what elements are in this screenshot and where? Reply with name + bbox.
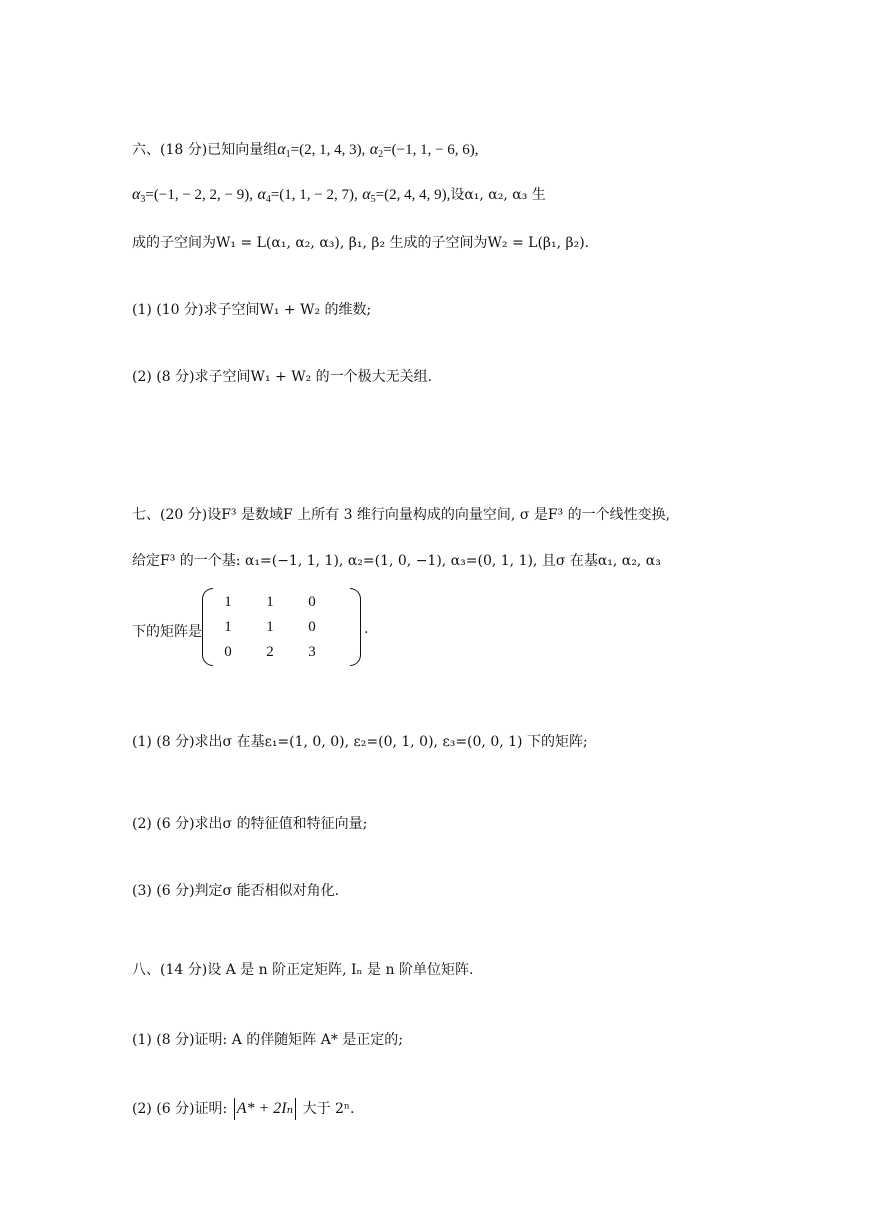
alpha2-symbol: $\alpha_2$: [369, 141, 384, 160]
abs-right-bar: [295, 1098, 296, 1120]
matrix-cell: 1: [224, 594, 232, 610]
q7-part-1: (1) (8 分)求出σ 在基ε₁=(1, 0, 0), ε₂=(0, 1, 0), ε₃=(0, 0, 1) 下的矩阵;: [132, 734, 588, 750]
matrix-period: .: [364, 621, 369, 637]
matrix-cell: 3: [308, 644, 316, 660]
determinant-expression: A* + 2Iₙ: [236, 1100, 294, 1117]
alpha4-value: =(1, 1, − 2, 7),: [270, 187, 358, 203]
alpha5-symbol: $\alpha_5$: [362, 186, 376, 205]
matrix-cell: 0: [308, 594, 316, 610]
matrix-label: 下的矩阵是: [132, 624, 202, 640]
abs-left-bar: [234, 1098, 235, 1120]
q6-intro-text: 六、(18 分)已知向量组: [132, 142, 278, 158]
q7-part-3: (3) (6 分)判定σ 能否相似对角化.: [132, 883, 340, 899]
alpha5-value: =(2, 4, 4, 9),: [375, 187, 451, 203]
alpha3-symbol: $\alpha_3$: [132, 186, 146, 205]
alpha1-value: =(2, 1, 4, 3),: [290, 142, 366, 158]
matrix-cell: 0: [224, 644, 232, 660]
matrix-cell: 1: [266, 594, 274, 610]
q8-part2-suffix: 大于 2ⁿ.: [302, 1101, 355, 1117]
q7-line-2: 给定F³ 的一个基: α₁=(−1, 1, 1), α₂=(1, 0, −1), α₃=(0, 1, 1), 且σ 在基α₁, α₂, α₃: [132, 553, 661, 569]
q6-line-3: 成的子空间为W₁ = L(α₁, α₂, α₃), β₁, β₂ 生成的子空间为W₂ = L(β₁, β₂).: [132, 235, 590, 251]
q8-part-1: (1) (8 分)证明: A 的伴随矩阵 A* 是正定的;: [132, 1032, 404, 1048]
q8-part-2: [132, 1098, 354, 1120]
q6-part-2: (2) (8 分)求子空间W₁ + W₂ 的一个极大无关组.: [132, 369, 433, 385]
q8-part2-prefix: (2) (6 分)证明:: [132, 1101, 228, 1117]
matrix-cell: 2: [266, 644, 274, 660]
matrix-cell: 0: [308, 619, 316, 635]
alpha4-symbol: $\alpha_4$: [257, 186, 271, 205]
q6-line2-suffix: 设α₁, α₂, α₃ 生: [450, 187, 546, 203]
matrix-left-paren: [202, 588, 213, 666]
q7-part-2: (2) (6 分)求出σ 的特征值和特征向量;: [132, 816, 368, 832]
matrix-cell: 1: [266, 619, 274, 635]
q6-line-1: [132, 142, 479, 160]
q6-line-2: [132, 187, 546, 205]
alpha3-value: =(−1, − 2, 2, − 9),: [145, 187, 253, 203]
alpha1-symbol: $\alpha_1$: [277, 141, 291, 160]
q7-line-1: 七、(20 分)设F³ 是数域F 上所有 3 维行向量构成的向量空间, σ 是F³ 的一个线性变换,: [132, 507, 671, 523]
alpha2-value: =(−1, 1, − 6, 6),: [383, 142, 479, 158]
transformation-matrix: [202, 588, 418, 666]
q6-part-1: (1) (10 分)求子空间W₁ + W₂ 的维数;: [132, 302, 372, 318]
q8-line-1: 八、(14 分)设 A 是 n 阶正定矩阵, Iₙ 是 n 阶单位矩阵.: [132, 962, 474, 978]
matrix-right-paren: [350, 588, 361, 666]
matrix-cell: 1: [224, 619, 232, 635]
